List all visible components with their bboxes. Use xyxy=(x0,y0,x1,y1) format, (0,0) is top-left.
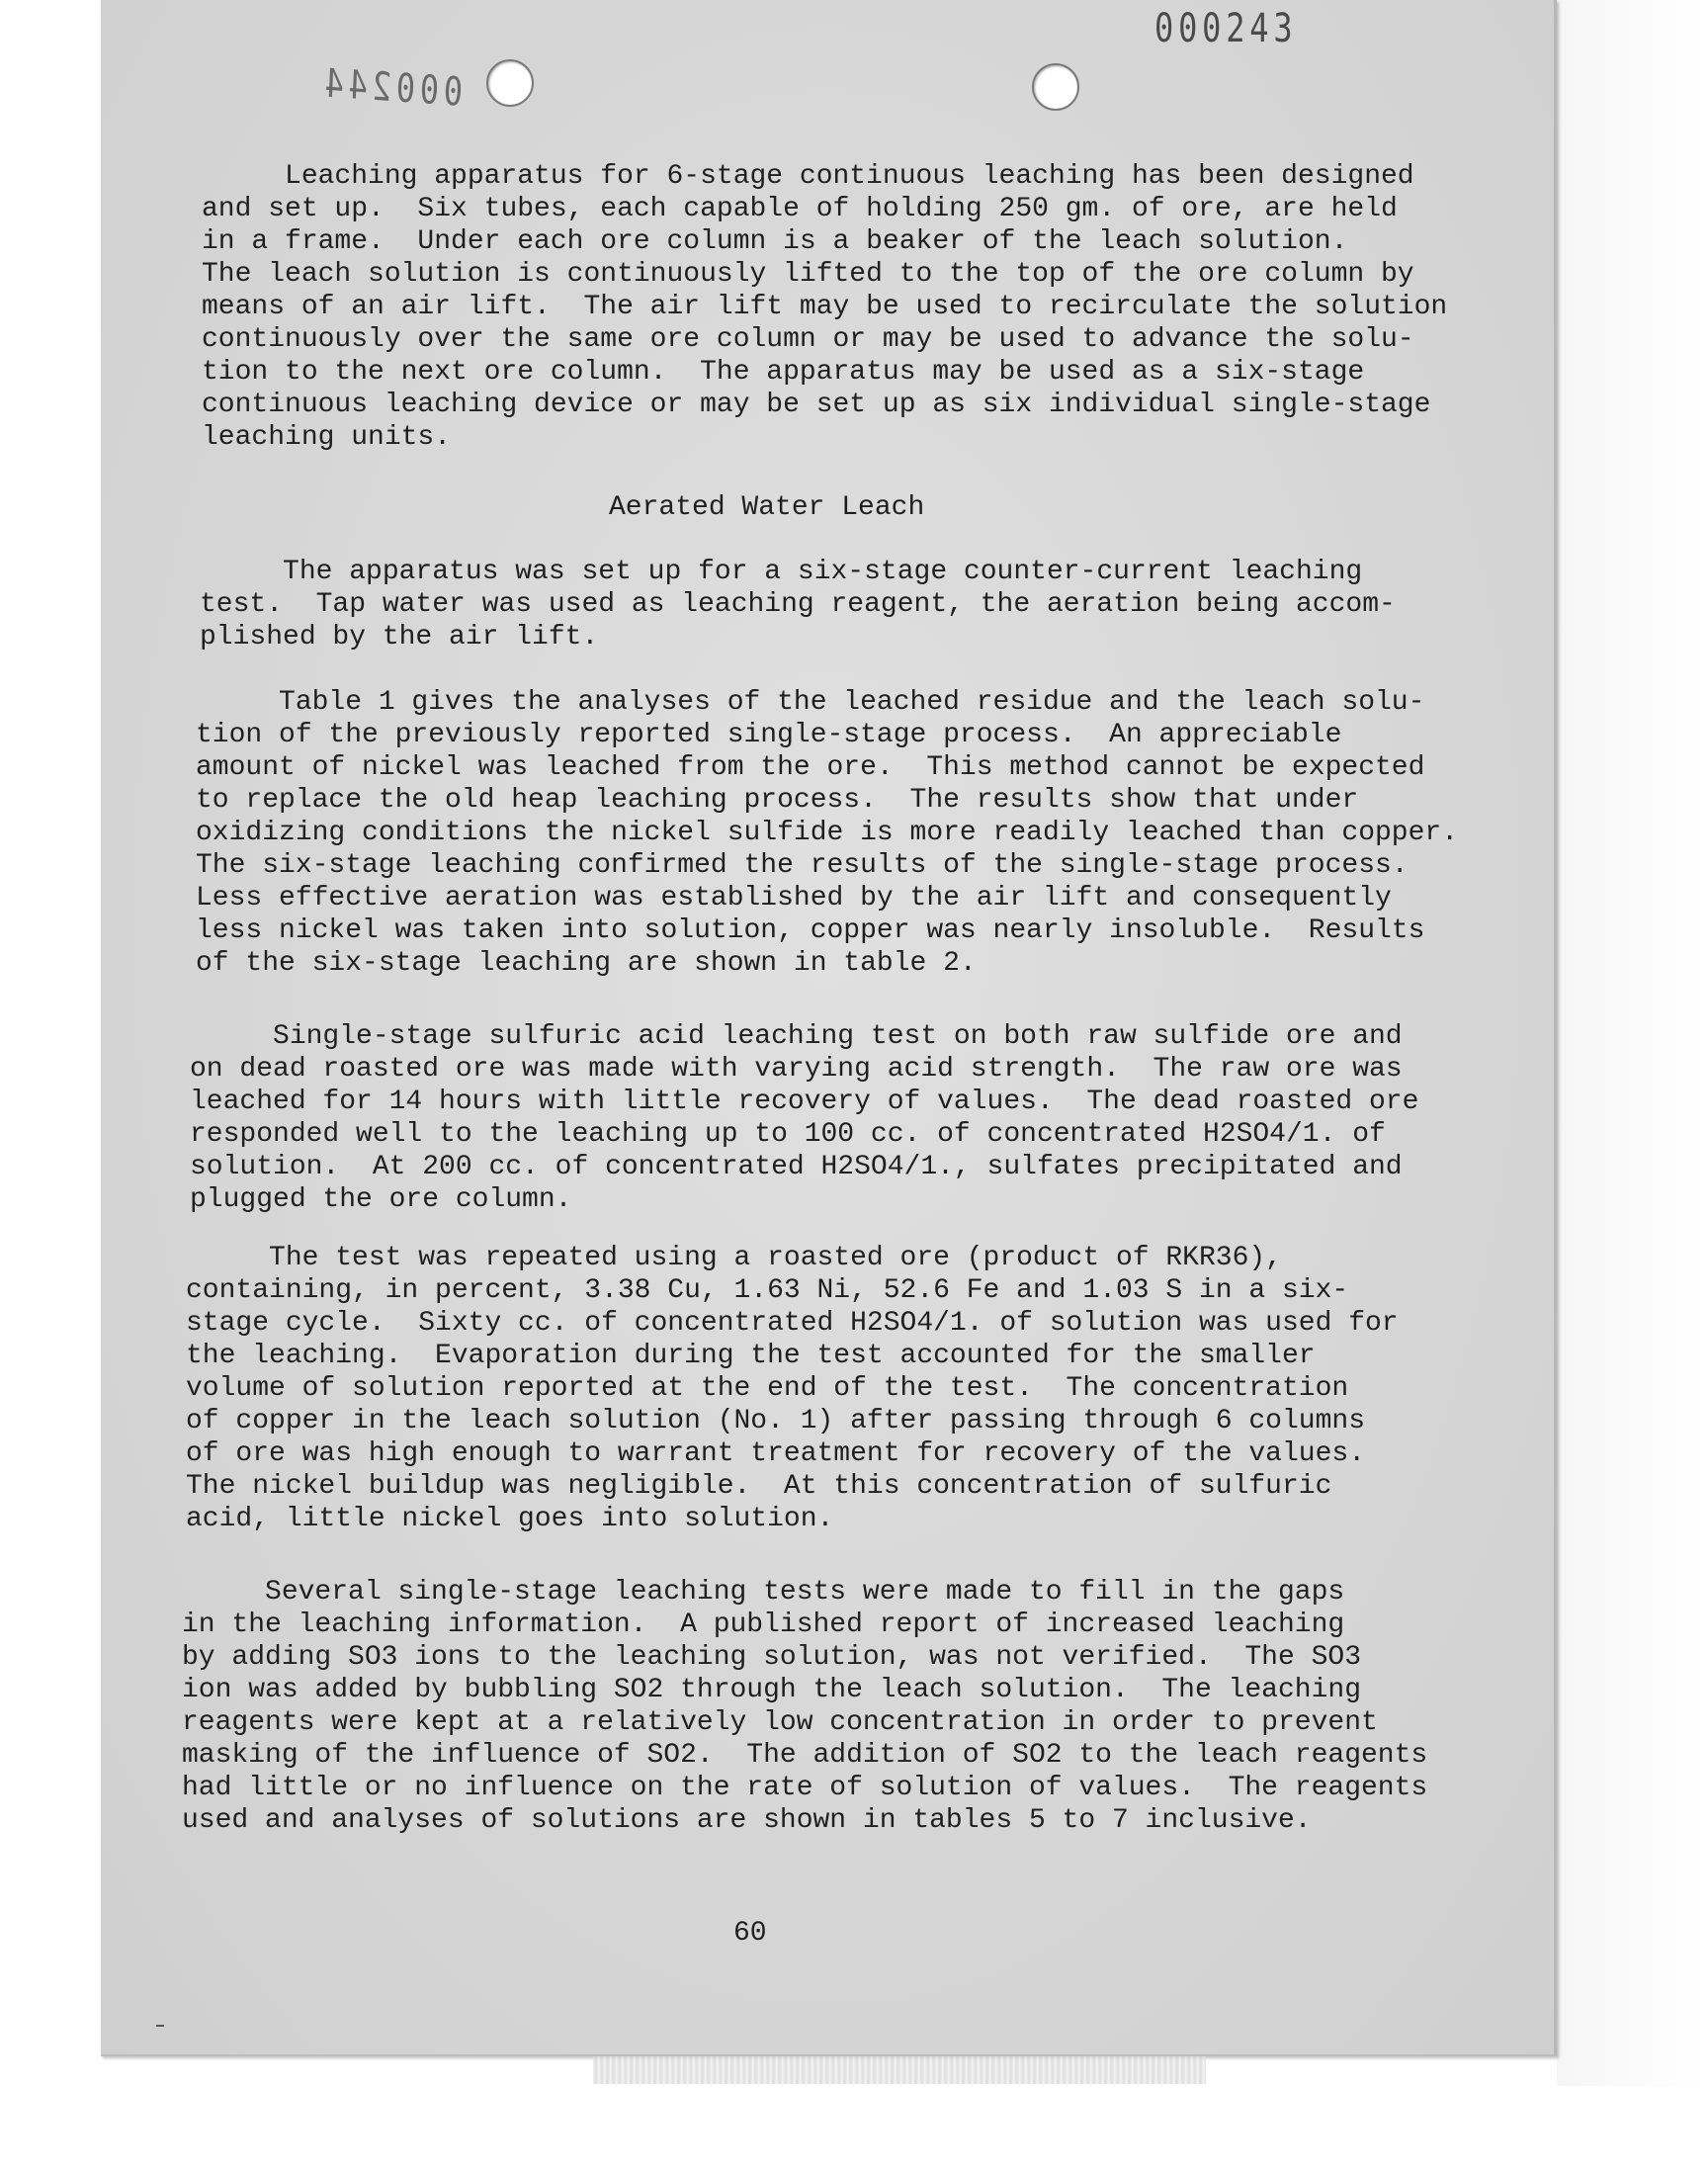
paragraph-1: Leaching apparatus for 6-stage continuous leaching has been designed and set up. Six tubes, each capable of holding 250 gm. of ore, are held in a frame. Under each ore column is a beaker of the leach solution. The leach solution is continuously lifted to the top of the ore column by means of an air lift. The air lift may be used to recirculate the solution continuously over the same ore column or may be used to advance the solu- tion to the next ore column. The apparatus may be used as a six-stage continuous leaching device or may be set up as six individual single-stage leaching units. xyxy=(202,161,1448,453)
paragraph-6: Several single-stage leaching tests were made to fill in the gaps in the leaching information. A published report of increased leaching by adding SO3 ions to the leaching solution, was not verified. The SO3 ion was added by bubbling SO2 through the leach solution. The leaching reagents were kept at a relatively low concentration in order to prevent masking of the influence of SO2. The addition of SO2 to the leach reagents had little or no influence on the rate of solution of values. The reagents used and analyses of solutions are shown in tables 5 to 7 inclusive. xyxy=(182,1577,1428,1836)
paragraph-3: Table 1 gives the analyses of the leached residue and the leach solu- tion of the previously reported single-stage process. An appreciable amount of nickel was leached from the ore. This method cannot be expected to replace the old heap leaching process. The results show that under oxidizing conditions the nickel sulfide is more readily leached than copper. The six-stage leaching confirmed the results of the single-stage process. Less effective aeration was established by the air lift and consequently less nickel was taken into solution, copper was nearly insoluble. Results of the six-stage leaching are shown in table 2. xyxy=(196,687,1459,979)
bleed-through-stamp: 000244 xyxy=(318,60,465,116)
paragraph-2: The apparatus was set up for a six-stage counter-current leaching test. Tap water was used as leaching reagent, the aeration being accom- plished by the air lift. xyxy=(200,557,1396,652)
margin-mark xyxy=(156,2025,164,2027)
page-stamp-number: 000243 xyxy=(1154,6,1298,51)
section-heading: Aerated Water Leach xyxy=(609,492,925,523)
page-bottom-edge xyxy=(593,2056,1206,2084)
paragraph-5: The test was repeated using a roasted ore (product of RKR36), containing, in percent, 3.38 Cu, 1.63 Ni, 52.6 Fe and 1.03 S in a six- stage cycle. Sixty cc. of concentrated H2SO4/1. of solution was used for the leaching. Evaporation during the test accounted for the smaller volume of solution reported at the end of the test. The concentration of copper in the leach solution (No. 1) after passing through 6 columns of ore was high enough to warrant treatment for recovery of the values. The nickel buildup was negligible. At this concentration of sulfuric acid, little nickel goes into solution. xyxy=(186,1243,1399,1534)
punch-hole-left xyxy=(486,59,534,107)
paragraph-4: Single-stage sulfuric acid leaching test on both raw sulfide ore and on dead roasted ore was made with varying acid strength. The raw ore was leached for 14 hours with little recovery of values. The dead roasted ore responded well to the leaching up to 100 cc. of concentrated H2SO4/1. of solution. At 200 cc. of concentrated H2SO4/1., sulfates precipitated and plugged the ore column. xyxy=(190,1021,1419,1215)
scanner-margin xyxy=(1557,0,1708,2086)
page-number: 60 xyxy=(733,1918,767,1949)
punch-hole-right xyxy=(1032,63,1079,111)
